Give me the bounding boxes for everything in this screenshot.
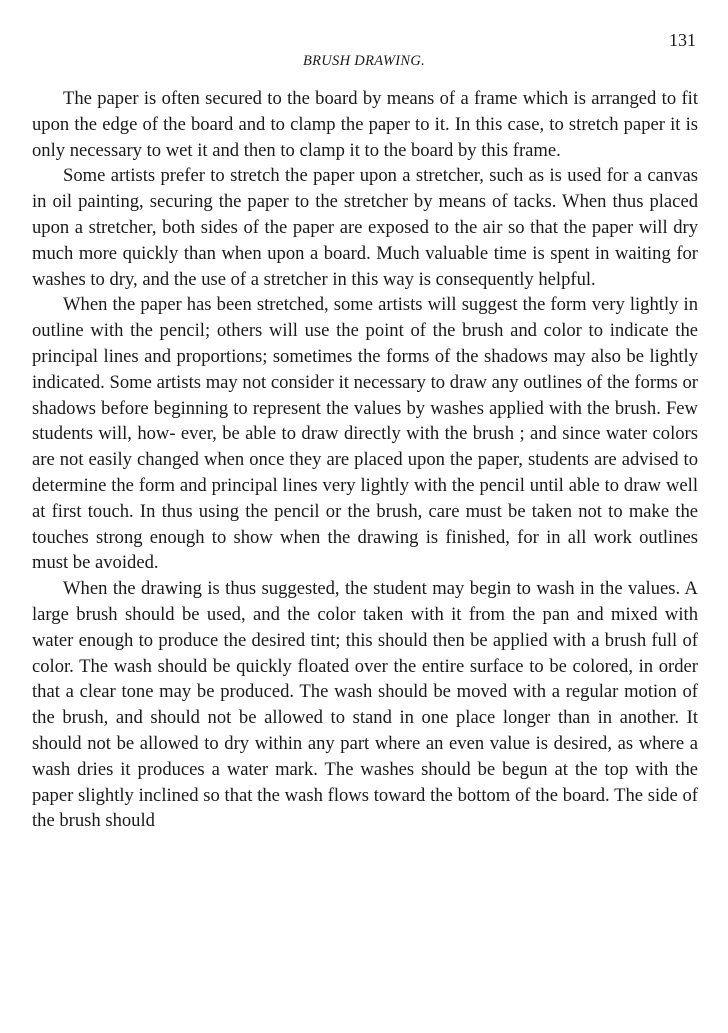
paragraph: When the paper has been stretched, some artists will suggest the form very lightly in outline with the pencil; others will use the point of the brush and color to indicate the principal lines and proportions; sometimes the forms of the shadows may also be lightly indicated. Some artists may not consider it necessary to draw any outlines of the forms or shadows before beginning to represent the values by washes applied with the brush. Few students will, how- ever, be able to draw directly with the brush ; and since water colors are not easily changed when once they are placed upon the paper, students are advised to determine the form and principal lines very lightly with the pencil until able to draw well at first touch. In thus using the pencil or the brush, care must be taken not to make the touches strong enough to show when the drawing is finished, for in all work outlines must be avoided. <box>32 294 698 574</box>
body-text <box>32 86 698 834</box>
paragraph: The paper is often secured to the board by means of a frame which is arranged to fit upon the edge of the board and to clamp the paper to it. In this case, to stretch paper it is only necessary to wet it and then to clamp it to the board by this frame. <box>32 88 698 161</box>
running-head: BRUSH DRAWING. <box>302 53 426 69</box>
paragraph: When the drawing is thus suggested, the student may begin to wash in the values. A large brush should be used, and the color taken with it from the pan and mixed with water enough to produce the desired tint; this should then be applied with a brush full of color. The wash should be quickly floated over the entire surface to be colored, in order that a clear tone may be produced. The wash should be moved with a regular motion of the brush, and should not be allowed to stand in one place longer than in another. It should not be allowed to dry within any part where an even value is desired, as where a wash dries it produces a water mark. The washes should be begun at the top with the paper slightly inclined so that the wash flows toward the bottom of the board. The side of the brush should <box>32 578 698 832</box>
paragraph: Some artists prefer to stretch the paper upon a stretcher, such as is used for a canvas in oil painting, securing the paper to the stretcher by means of tacks. When thus placed upon a stretcher, both sides of the paper are exposed to the air so that the paper will dry much more quickly than when upon a board. Much valuable time is spent in waiting for washes to dry, and the use of a stretcher in this way is consequently helpful. <box>32 165 698 290</box>
page-number: 131 <box>669 30 696 50</box>
